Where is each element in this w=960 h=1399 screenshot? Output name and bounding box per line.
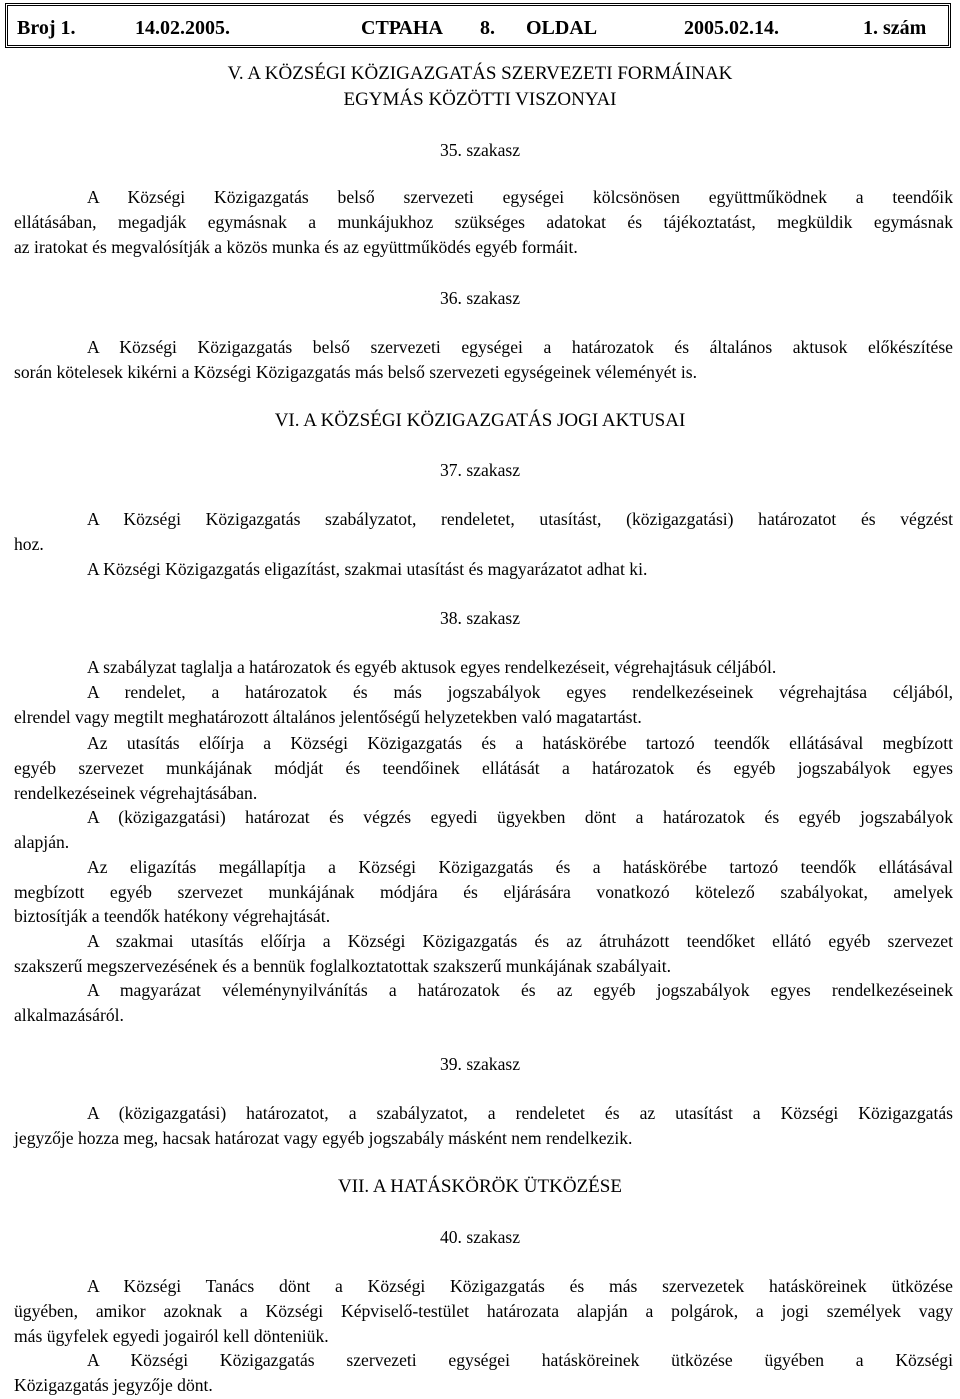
s38-p7-line2: alkalmazásáról. [14,1005,124,1025]
issue-number: Broj 1. [17,17,76,39]
chapter-title-line2: EGYMÁS KÖZÖTTI VISZONYAI [343,89,617,110]
s37-line2: hoz. [14,534,44,554]
s40-p1-line1: A Községi Tanács dönt a Községi Közigazgatás és más szervezetek hatásköreinek ütközése [87,1276,953,1296]
page-label-serbian: СТРАНА [361,17,443,39]
s40-p2-line2: Közigazgatás jegyzője dönt. [14,1375,213,1395]
date-right: 2005.02.14. [684,17,779,39]
s38-p7-line1: A magyarázat véleménynyilvánítás a határozatok és az egyéb jogszabályok egyes rendelkezéseinek [87,980,953,1000]
s38-p2-line1: A rendelet, a határozatok és más jogszabályok egyes rendelkezéseinek végrehajtása céljából, [87,682,953,702]
s38-p5-line2: megbízott egyéb szervezet munkájának módjára és eljárására vonatkozó kötelező szabályokat, amelyek [14,882,953,902]
section-heading-35: 35. szakasz [439,140,521,160]
issue-label: 1. szám [863,17,927,39]
s40-p1-line2: ügyében, amikor azoknak a Községi Képviselő-testület határozata alapján a polgárok, a jogi személyek vagy [14,1301,953,1321]
s38-p2-line2: elrendel vagy megtilt meghatározott általános jelentőségű helyzetekben való magatartást. [14,707,642,727]
section-heading-40: 40. szakasz [439,1227,521,1247]
s35-line2: ellátásában, megadják egymásnak a munkájukhoz szükséges adatokat és tájékoztatást, megküldik egymásnak [14,212,953,232]
s38-p6-line1: A szakmai utasítás előírja a Községi Közigazgatás és az átruházott teendőket ellátó egyéb szervezet [87,931,953,951]
page-label-hungarian: OLDAL [526,17,598,39]
s38-p5-line3: biztosítják a teendők hatékony végrehajtását. [14,906,331,926]
s37-line3: A Községi Közigazgatás eligazítást, szakmai utasítást és magyarázatot adhat ki. [87,559,648,579]
page-header [5,3,951,48]
section-heading-39: 39. szakasz [439,1054,521,1074]
s40-p1-line3: más ügyfelek egyedi jogairól kell dönteniük. [14,1326,329,1346]
s36-line1: A Községi Közigazgatás belső szervezeti egységei a határozatok és általános aktusok előkészítése [87,337,953,357]
s38-p5-line1: Az eligazítás megállapítja a Községi Közigazgatás és a hatáskörébe tartozó teendők ellátásával [87,857,953,877]
s36-line2: során kötelesek kikérni a Községi Közigazgatás más belső szervezeti egységeinek véleményét is. [14,362,697,382]
s38-p3-line3: rendelkezéseinek végrehajtásában. [14,783,258,803]
s38-p1: A szabályzat taglalja a határozatok és egyéb aktusok egyes rendelkezéseit, végrehajtásuk céljából. [87,657,777,677]
s37-line1: A Községi Közigazgatás szabályzatot, rendeletet, utasítást, (közigazgatási) határozatot és végzést [87,509,953,529]
section-heading-37: 37. szakasz [439,460,521,480]
s38-p4-line1: A (közigazgatási) határozat és végzés egyedi ügyekben dönt a határozatok és egyéb jogszabályok [87,807,953,827]
chapter6-title: VI. A KÖZSÉGI KÖZIGAZGATÁS JOGI AKTUSAI [274,410,686,431]
s40-p2-line1: A Községi Közigazgatás szervezeti egységei hatásköreinek ütközése ügyében a Községi [87,1350,953,1370]
page-number: 8. [480,17,495,39]
s38-p4-line2: alapján. [14,832,70,852]
chapter-title-line1: V. A KÖZSÉGI KÖZIGAZGATÁS SZERVEZETI FORMÁINAK [227,63,733,84]
s38-p3-line2: egyéb szervezet munkájának módját és teendőinek ellátását a határozatok és egyéb jogszabályok egyes [14,758,953,778]
s35-line3: az iratokat és megvalósítják a közös munka és az együttműködés egyéb formáit. [14,237,578,257]
section-heading-38: 38. szakasz [439,608,521,628]
s35-line1: A Községi Közigazgatás belső szervezeti egységei kölcsönösen együttműködnek a teendőik [87,187,953,207]
section-heading-36: 36. szakasz [439,288,521,308]
s38-p6-line2: szakszerű megszervezésének és a bennük foglalkoztatottak szakszerű munkájának szabályait. [14,956,672,976]
chapter7-title: VII. A HATÁSKÖRÖK ÜTKÖZÉSE [338,1176,622,1197]
s39-line2: jegyzője hozza meg, hacsak határozat vagy egyéb jogszabály másként nem rendelkezik. [14,1128,633,1148]
date-left: 14.02.2005. [135,17,230,39]
s38-p3-line1: Az utasítás előírja a Községi Közigazgatás és a hatáskörébe tartozó teendők ellátásával megbízott [87,733,953,753]
s39-line1: A (közigazgatási) határozatot, a szabályzatot, a rendeletet és az utasítást a Községi Közigazgatás [87,1103,953,1123]
